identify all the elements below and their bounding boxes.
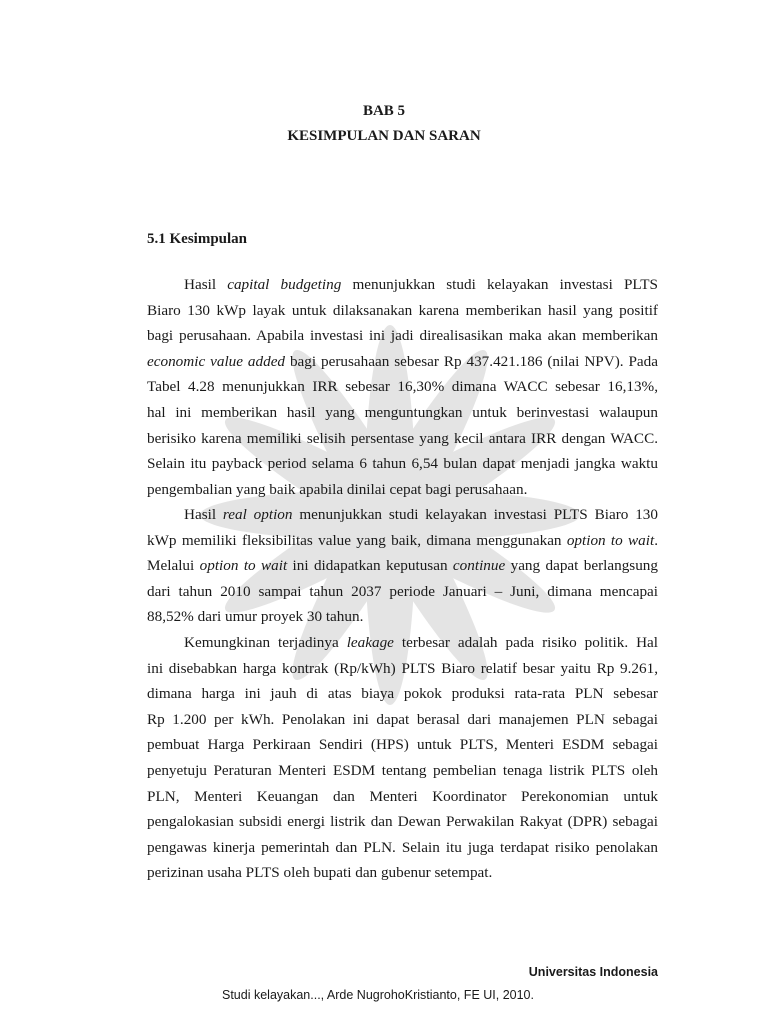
text-line xyxy=(147,502,658,528)
text-run: kWp memiliki fleksibilitas value yang baik, dimana menggunakan xyxy=(147,531,567,549)
text-run: bagi perusahaan. Apabila investasi ini jadi direalisasikan maka akan memberikan xyxy=(147,327,658,345)
text-line xyxy=(147,451,658,477)
chapter-number: BAB 5 xyxy=(362,103,406,119)
paragraph xyxy=(147,272,658,502)
text-run: Rp 1.200 per kWh. Penolakan ini dapat berasal dari manajemen PLN sebagai xyxy=(147,710,658,728)
text-run: hal ini memberikan hasil yang menguntungkan untuk berinvestasi walaupun xyxy=(147,403,658,421)
text-run: Biaro 130 kWp layak untuk dilaksanakan karena memberikan hasil yang positif xyxy=(147,301,658,319)
text-run: yang dapat berlangsung xyxy=(505,557,658,575)
text-line xyxy=(147,528,658,554)
text-line xyxy=(147,298,658,324)
text-run: menunjukkan studi kelayakan investasi PLTS Biaro 130 xyxy=(292,506,658,523)
text-run: Selain itu payback period selama 6 tahun 6,54 bulan dapat menjadi jangka waktu xyxy=(147,455,658,473)
paragraph xyxy=(147,630,658,886)
text-run: menunjukkan studi kelayakan investasi PLTS xyxy=(341,276,659,293)
italic-term: option to wait xyxy=(199,557,288,575)
text-line xyxy=(147,784,658,810)
text-line xyxy=(147,835,658,861)
text-run: berisiko karena memiliki selisih persentase yang kecil antara IRR dengan WACC. xyxy=(147,429,658,447)
text-line xyxy=(147,707,658,733)
text-run: dimana harga ini jauh di atas biaya pokok produksi rata-rata PLN sebesar xyxy=(147,685,658,703)
text-run: perizinan usaha PLTS oleh bupati dan gubenur setempat. xyxy=(147,864,493,882)
text-line xyxy=(147,579,658,605)
text-run: ini disebabkan harga kontrak (Rp/kWh) PLTS Biaro relatif besar yaitu Rp 9.261, xyxy=(147,659,658,677)
text-line xyxy=(147,656,658,682)
text-run: terbesar adalah pada risiko politik. Hal xyxy=(393,634,659,651)
text-run: ini didapatkan keputusan xyxy=(287,557,453,575)
text-run: pembuat Harga Perkiraan Sendiri (HPS) untuk PLTS, Menteri ESDM sebagai xyxy=(147,736,658,754)
paragraph xyxy=(147,502,658,630)
footer-citation: Studi kelayakan..., Arde NugrohoKristianto, FE UI, 2010. xyxy=(222,988,534,1002)
text-line xyxy=(147,732,658,758)
text-run: bagi perusahaan sebesar Rp 437.421.186 (nilai NPV). Pada xyxy=(285,352,658,370)
text-line xyxy=(147,553,658,579)
text-run: Hasil xyxy=(184,276,228,293)
text-line xyxy=(147,374,658,400)
italic-term: capital budgeting xyxy=(227,276,342,293)
text-line xyxy=(147,604,658,630)
text-run: PLN, Menteri Keuangan dan Menteri Koordinator Perekonomian untuk xyxy=(147,787,658,805)
italic-term: leakage xyxy=(346,634,394,651)
text-run: pengembalian yang baik apabila dinilai cepat bagi perusahaan. xyxy=(147,480,528,498)
section-heading: 5.1 Kesimpulan xyxy=(147,231,248,247)
chapter-title: KESIMPULAN DAN SARAN xyxy=(287,128,481,144)
italic-term: option to wait xyxy=(566,531,655,549)
text-line xyxy=(147,477,658,503)
text-line xyxy=(147,681,658,707)
footer-university: Universitas Indonesia xyxy=(528,965,658,979)
text-line xyxy=(147,809,658,835)
text-line xyxy=(147,630,658,656)
italic-term: real option xyxy=(222,506,293,523)
text-line xyxy=(147,860,658,886)
italic-term: economic value added xyxy=(147,352,286,370)
text-run: Melalui xyxy=(147,557,200,575)
text-run: penyetuju Peraturan Menteri ESDM tentang pembelian tenaga listrik PLTS oleh xyxy=(147,761,658,779)
text-run: Hasil xyxy=(184,506,223,523)
text-run: 88,52% dari umur proyek 30 tahun. xyxy=(147,608,364,626)
text-line xyxy=(147,349,658,375)
text-line xyxy=(147,323,658,349)
text-line xyxy=(147,400,658,426)
text-run: Tabel 4.28 menunjukkan IRR sebesar 16,30% dimana WACC sebesar 16,13%, xyxy=(147,378,658,396)
text-line xyxy=(147,426,658,452)
text-line xyxy=(147,758,658,784)
text-run: . xyxy=(654,531,658,549)
italic-term: continue xyxy=(452,557,506,575)
text-line xyxy=(147,272,658,298)
text-run: pengalokasian subsidi energi listrik dan Dewan Perwakilan Rakyat (DPR) sebagai xyxy=(147,813,658,831)
text-run: dari tahun 2010 sampai tahun 2037 periode Januari – Juni, dimana mencapai xyxy=(147,582,658,600)
text-run: pengawas kinerja pemerintah dan PLN. Selain itu juga terdapat risiko penolakan xyxy=(147,838,658,856)
text-run: Kemungkinan terjadinya xyxy=(184,634,347,651)
